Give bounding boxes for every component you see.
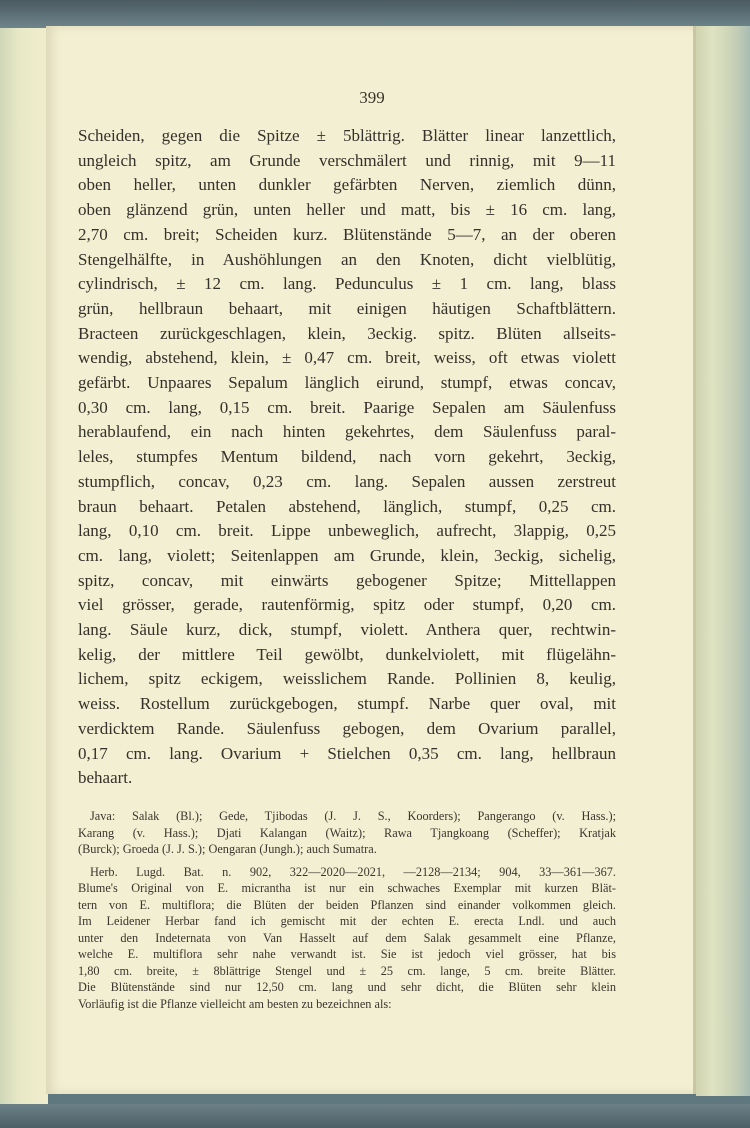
body-line: behaart. [78,768,133,788]
locality-notes [78,808,616,858]
herbarium-line: Blume's Original von E. micrantha ist nur ein schwaches Exemplar mit kurzen Blät- [78,881,616,895]
body-line: spitz, concav, mit einwärts gebogener Spitze; Mittellappen [78,570,616,590]
body-line: grün, hellbraun behaart, mit einigen häutigen Schaftblättern. [78,298,616,318]
book-cover-top [0,0,750,28]
body-line: 0,17 cm. lang. Ovarium + Stielchen 0,35 cm. lang, hellbraun [78,743,616,763]
herbarium-line: Im Leidener Herbar fand ich gemischt mit der echten E. erecta Lndl. und auch [78,914,616,928]
herbarium-line: tern von E. multiflora; die Blüten der beiden Pflanzen sind einander volkommen gleich. [78,897,616,912]
page-number: 399 [359,88,385,107]
body-line: lang, 0,10 cm. breit. Lippe unbeweglich, aufrecht, 3lappig, 0,25 [78,521,616,541]
body-line: weiss. Rostellum zurückgebogen, stumpf. Narbe quer oval, mit [78,694,616,714]
book-page [46,26,698,1094]
body-line: 2,70 cm. breit; Scheiden kurz. Blütenstände 5—7, an der oberen [78,224,616,244]
body-line: wendig, abstehend, klein, ± 0,47 cm. breit, weiss, oft etwas violett [78,348,616,368]
body-line: Scheiden, gegen die Spitze ± 5blättrig. Blätter linear lanzettlich, [78,126,616,145]
herbarium-line: unter den Indeternata von Van Hasselt auf dem Salak gesammelt eine Pflanze, [78,930,616,945]
body-line: oben heller, unten dunkler gefärbten Nerven, ziemlich dünn, [78,175,616,195]
body-line: kelig, der mittlere Teil gewölbt, dunkelviolett, mit flügelähn- [78,644,616,664]
body-line: cylindrisch, ± 12 cm. lang. Pedunculus ± 1 cm. lang, blass [78,274,616,294]
locality-line: Karang (v. Hass.); Djati Kalangan (Waitz); Rawa Tjangkoang (Scheffer); Kratjak [78,825,616,840]
herbarium-line: Vorläufig ist die Pflanze vielleicht am besten zu bezeichnen als: [78,996,392,1011]
body-line: cm. lang, violett; Seitenlappen am Grunde, klein, 3eckig, sichelig, [78,545,616,565]
herbarium-line: welche E. multiflora sehr nahe verwandt ist. Sie ist jedoch viel grösser, hat bis [78,947,616,961]
herbarium-notes [78,864,616,1013]
locality-line: Java: Salak (Bl.); Gede, Tjibodas (J. J. S., Koorders); Pangerango (v. Hass.); [90,809,616,823]
body-line: lichem, spitz eckigem, weisslichem Rande. Pollinien 8, keulig, [78,669,616,689]
body-line: verdicktem Rande. Säulenfuss gebogen, dem Ovarium parallel, [78,718,616,738]
body-line: Bracteen zurückgeschlagen, klein, 3eckig. spitz. Blüten allseits- [78,323,616,343]
body-line: 0,30 cm. lang, 0,15 cm. breit. Paarige Sepalen am Säulenfuss [78,397,616,417]
body-line: herablaufend, ein nach hinten gekehrtes, dem Säulenfuss paral- [78,422,616,442]
body-text [78,124,616,791]
herbarium-line: 1,80 cm. breite, ± 8blättrige Stengel und ± 25 cm. lange, 5 cm. breite Blätter. [78,963,616,978]
body-line: braun behaart. Petalen abstehend, länglich, stumpf, 0,25 cm. [78,496,616,516]
book-gutter [0,28,48,1104]
page-block-edge [696,26,750,1096]
body-line: ungleich spitz, am Grunde verschmälert und rinnig, mit 9—11 [78,150,616,170]
body-line: leles, stumpfes Mentum bildend, nach vorn gekehrt, 3eckig, [78,447,616,467]
body-line: stumpflich, concav, 0,23 cm. lang. Sepalen aussen zerstreut [78,471,616,491]
footnotes [78,808,616,1012]
locality-line: (Burck); Groeda (J. J. S.); Oengaran (Jungh.); auch Sumatra. [78,842,377,856]
herbarium-line: Die Blütenstände sind nur 12,50 cm. lang und sehr dicht, die Blüten sehr klein [78,980,616,994]
body-line: lang. Säule kurz, dick, stumpf, violett. Anthera quer, rechtwin- [78,620,616,640]
herbarium-line: Herb. Lugd. Bat. n. 902, 322—2020—2021, —2128—2134; 904, 33—361—367. [90,864,616,879]
body-line: viel grösser, gerade, rautenförmig, spitz oder stumpf, 0,20 cm. [78,595,616,615]
book-cover-bottom [0,1104,750,1128]
body-line: oben glänzend grün, unten heller und matt, bis ± 16 cm. lang, [78,200,616,220]
body-line: gefärbt. Unpaares Sepalum länglich eirund, stumpf, etwas concav, [78,373,616,393]
body-line: Stengelhälfte, in Aushöhlungen an den Knoten, dicht vielblütig, [78,249,616,269]
